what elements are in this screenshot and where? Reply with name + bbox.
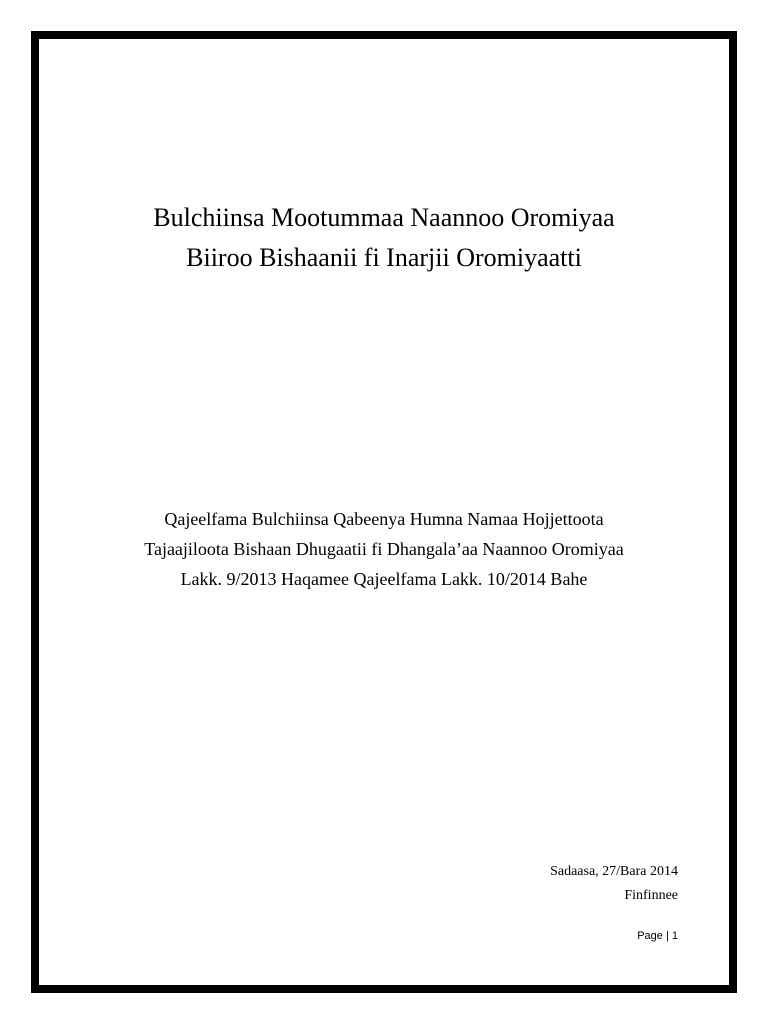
subject-line-3: Lakk. 9/2013 Haqamee Qajeelfama Lakk. 10/2014 Bahe [180, 569, 588, 589]
document-title [0, 198, 768, 278]
subject-line-1: Qajeelfama Bulchiinsa Qabeenya Humna Namaa Hojjettoota [164, 509, 604, 529]
title-line-2: Biiroo Bishaanii fi Inarjii Oromiyaatti [186, 243, 582, 272]
title-line-1: Bulchiinsa Mootummaa Naannoo Oromiyaa [153, 203, 615, 232]
issue-date: Sadaasa, 27/Bara 2014 [550, 864, 678, 879]
issue-place: Finfinnee [624, 888, 678, 903]
subject-line-2: Tajaajiloota Bishaan Dhugaatii fi Dhangala’aa Naannoo Oromiyaa [144, 539, 624, 559]
date-place-block [550, 860, 678, 908]
page-number: Page | 1 [637, 930, 678, 942]
document-subject [0, 504, 768, 594]
